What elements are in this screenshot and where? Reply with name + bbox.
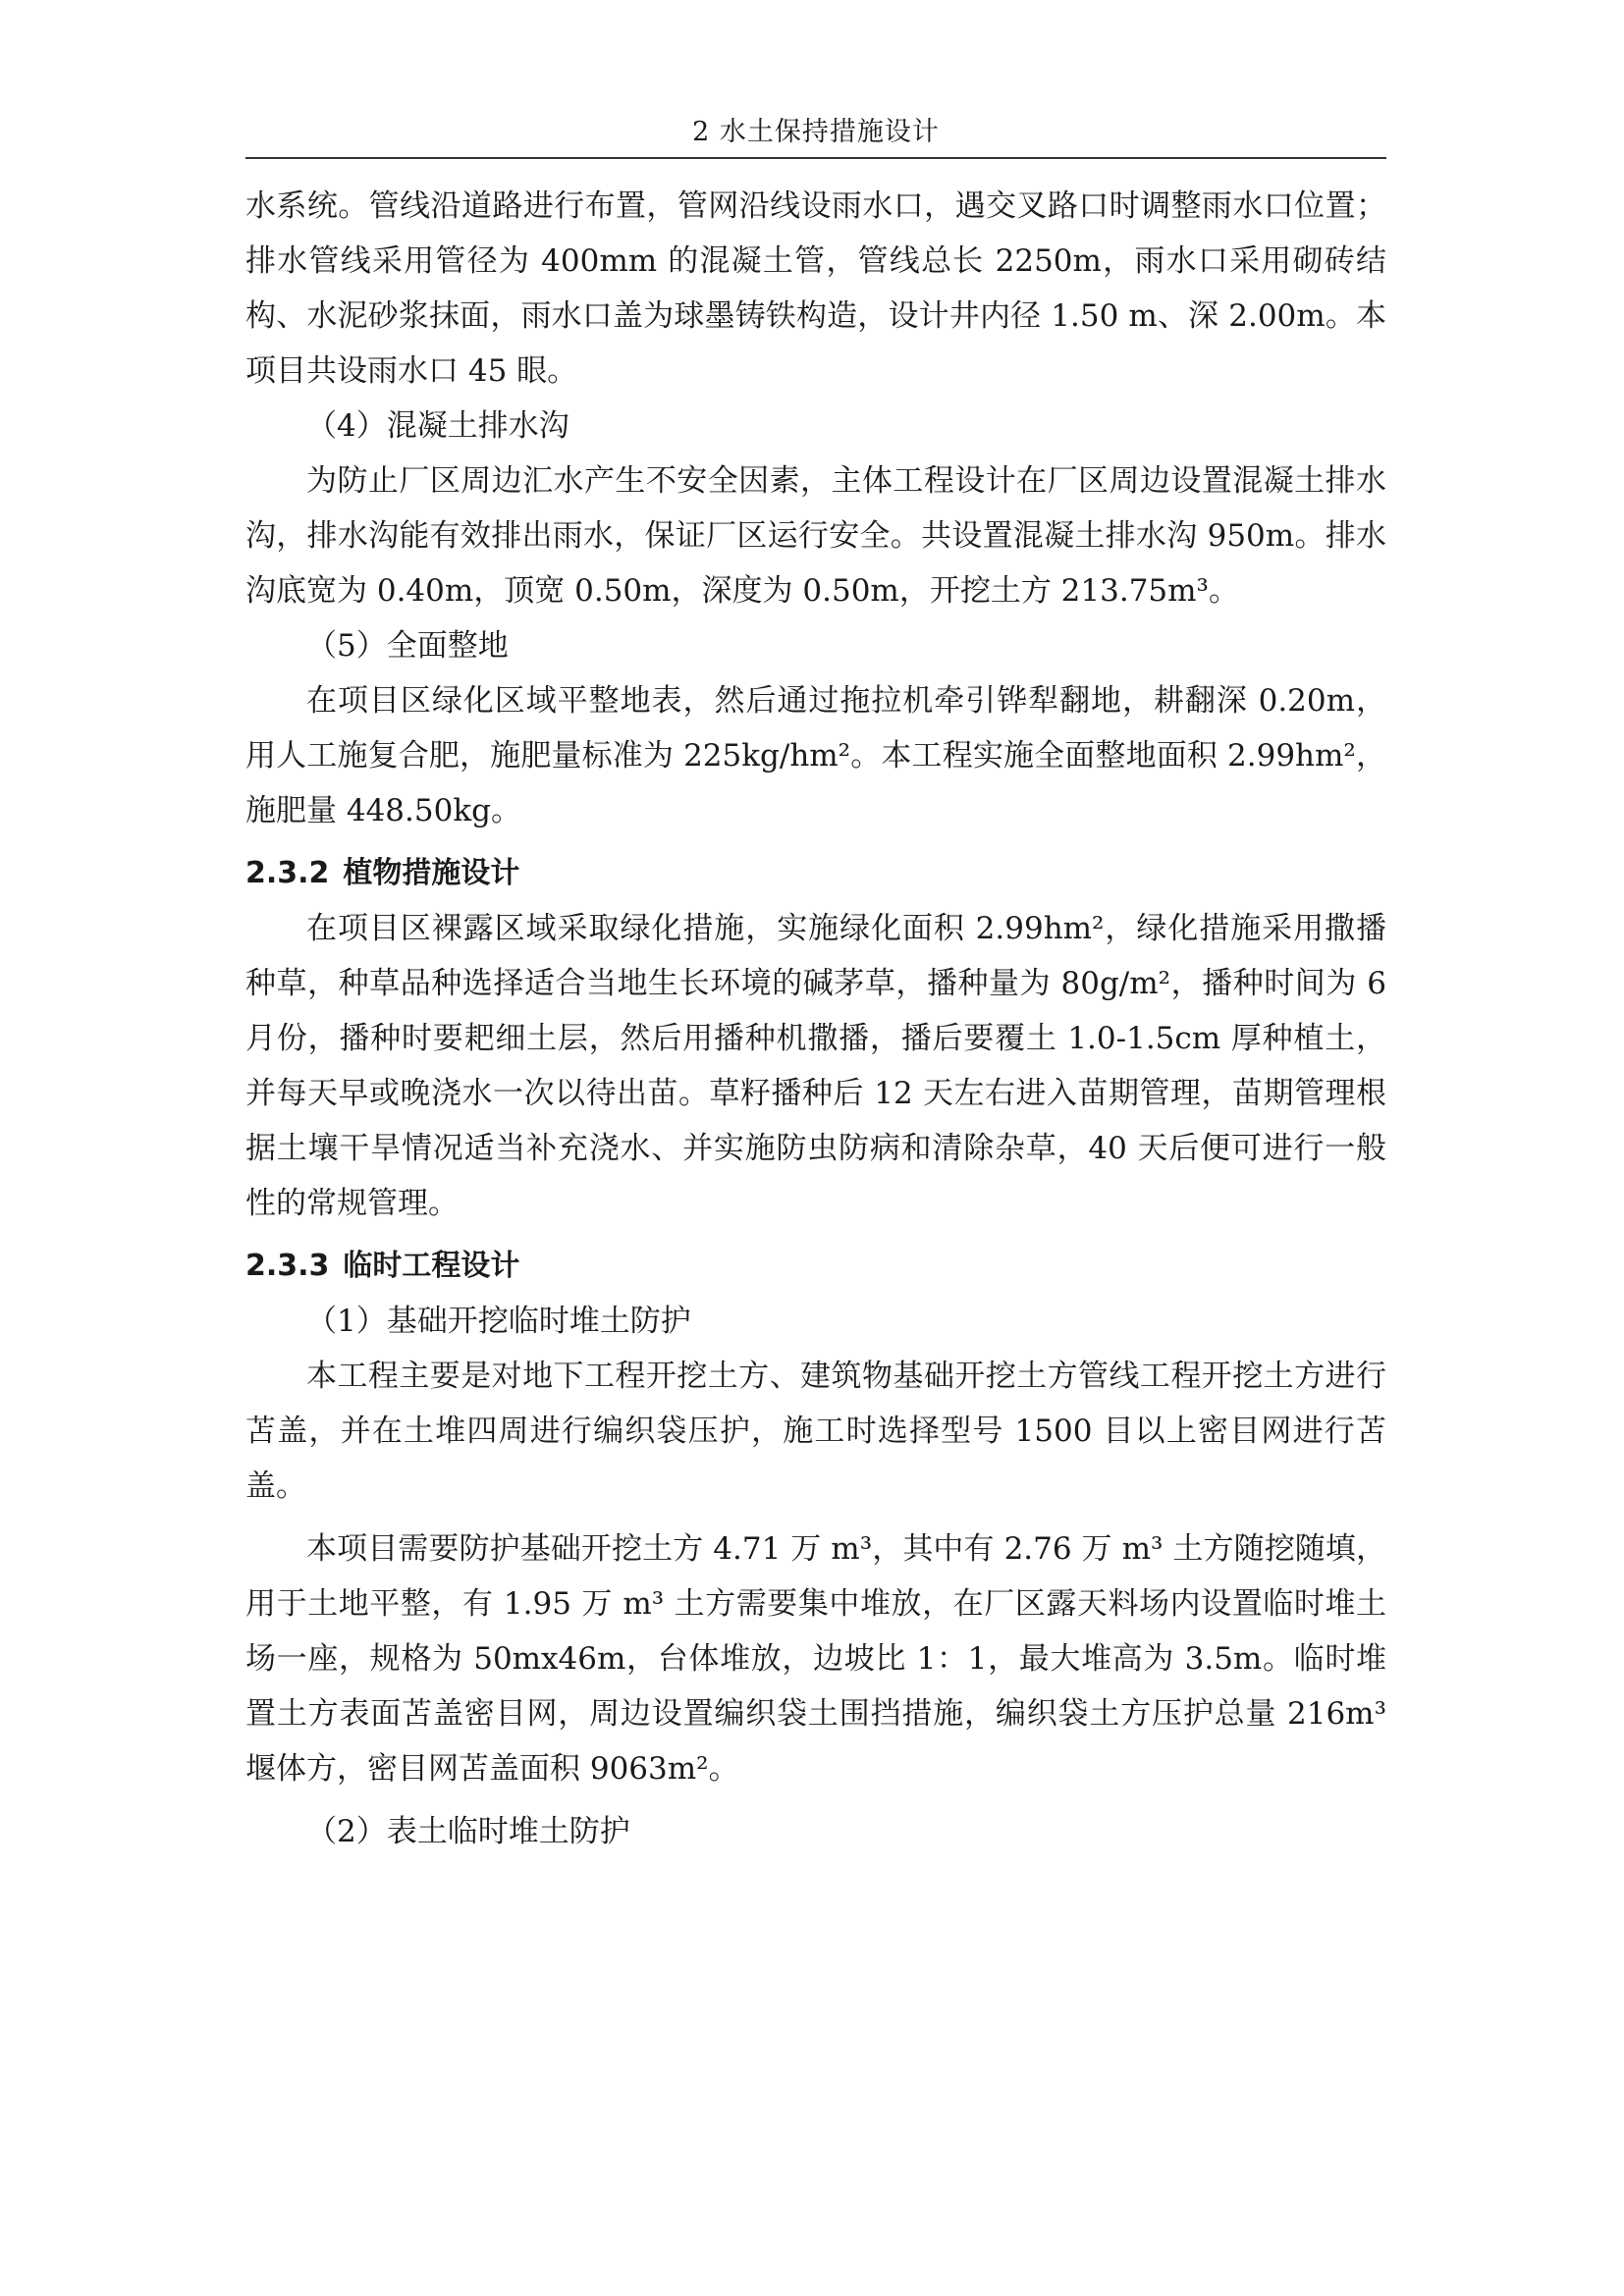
item-concrete-ditch: （4）混凝土排水沟 xyxy=(306,408,569,444)
paragraph-stockpile: 本项目需要防护基础开挖土方 4.71 万 m³，其中有 2.76 万 m³ 土方随挖随填，用于土地平整，有 1.95 万 m³ 土方需要集中堆放，在厂区露天料场内设置临时堆土场一座，规格为 50mx46m，台体堆放，边坡比 1：1，最大堆高为 3.5m。临时堆置土方表面苫盖密目网，周边设置编织袋土围挡措施，编织袋土方压护总量 216m³ 堰体方，密目网苫盖面积 9063m²。 xyxy=(245,1531,1386,1787)
item-topsoil-protection: （2）表土临时堆土防护 xyxy=(306,1814,630,1849)
paragraph-land-leveling: 在项目区绿化区域平整地表，然后通过拖拉机牵引铧犁翻地，耕翻深 0.20m，用人工施复合肥，施肥量标准为 225kg/hm²。本工程实施全面整地面积 2.99hm²，施肥量 448.50kg。 xyxy=(245,683,1386,828)
item-foundation-soil-protection: （1）基础开挖临时堆土防护 xyxy=(306,1304,691,1339)
section-title: 临时工程设计 xyxy=(343,1249,520,1283)
section-number: 2.3.3 xyxy=(245,1249,330,1283)
paragraph-concrete-ditch: 为防止厂区周边汇水产生不安全因素，主体工程设计在厂区周边设置混凝土排水沟，排水沟能有效排出雨水，保证厂区运行安全。共设置混凝土排水沟 950m。排水沟底宽为 0.40m，顶宽 0.50m，深度为 0.50m，开挖土方 213.75m³。 xyxy=(245,463,1386,609)
item-land-leveling: （5）全面整地 xyxy=(306,628,509,664)
header-rule xyxy=(245,157,1386,159)
section-title: 植物措施设计 xyxy=(343,856,520,890)
section-number: 2.3.2 xyxy=(245,856,330,890)
paragraph-drainage-system: 水系统。管线沿道路进行布置，管网沿线设雨水口，遇交叉路口时调整雨水口位置；排水管线采用管径为 400mm 的混凝土管，管线总长 2250m，雨水口采用砌砖结构、水泥砂浆抹面，雨水口盖为球墨铸铁构造，设计井内径 1.50 m、深 2.00m。本项目共设雨水口 45 眼。 xyxy=(245,188,1386,389)
paragraph-plant-measures: 在项目区裸露区域采取绿化措施，实施绿化面积 2.99hm²，绿化措施采用撒播种草，种草品种选择适合当地生长环境的碱茅草，播种量为 80g/m²，播种时间为 6 月份，播种时要耙细土层，然后用播种机撒播，播后要覆土 1.0-1.5cm 厚种植土，并每天早或晚浇水一次以待出苗。草籽播种后 12 天左右进入苗期管理，苗期管理根据土壤干旱情况适当补充浇水、并实施防虫防病和清除杂草，40 天后便可进行一般性的常规管理。 xyxy=(245,911,1386,1221)
section-heading-temporary-works xyxy=(245,1239,1386,1294)
body-content xyxy=(245,179,1386,1859)
paragraph-covering: 本工程主要是对地下工程开挖土方、建筑物基础开挖土方管线工程开挖土方进行苫盖，并在土堆四周进行编织袋压护，施工时选择型号 1500 目以上密目网进行苫盖。 xyxy=(245,1359,1386,1504)
section-heading-plant-measures xyxy=(245,846,1386,901)
running-header: 2 水土保持措施设计 xyxy=(692,117,940,147)
